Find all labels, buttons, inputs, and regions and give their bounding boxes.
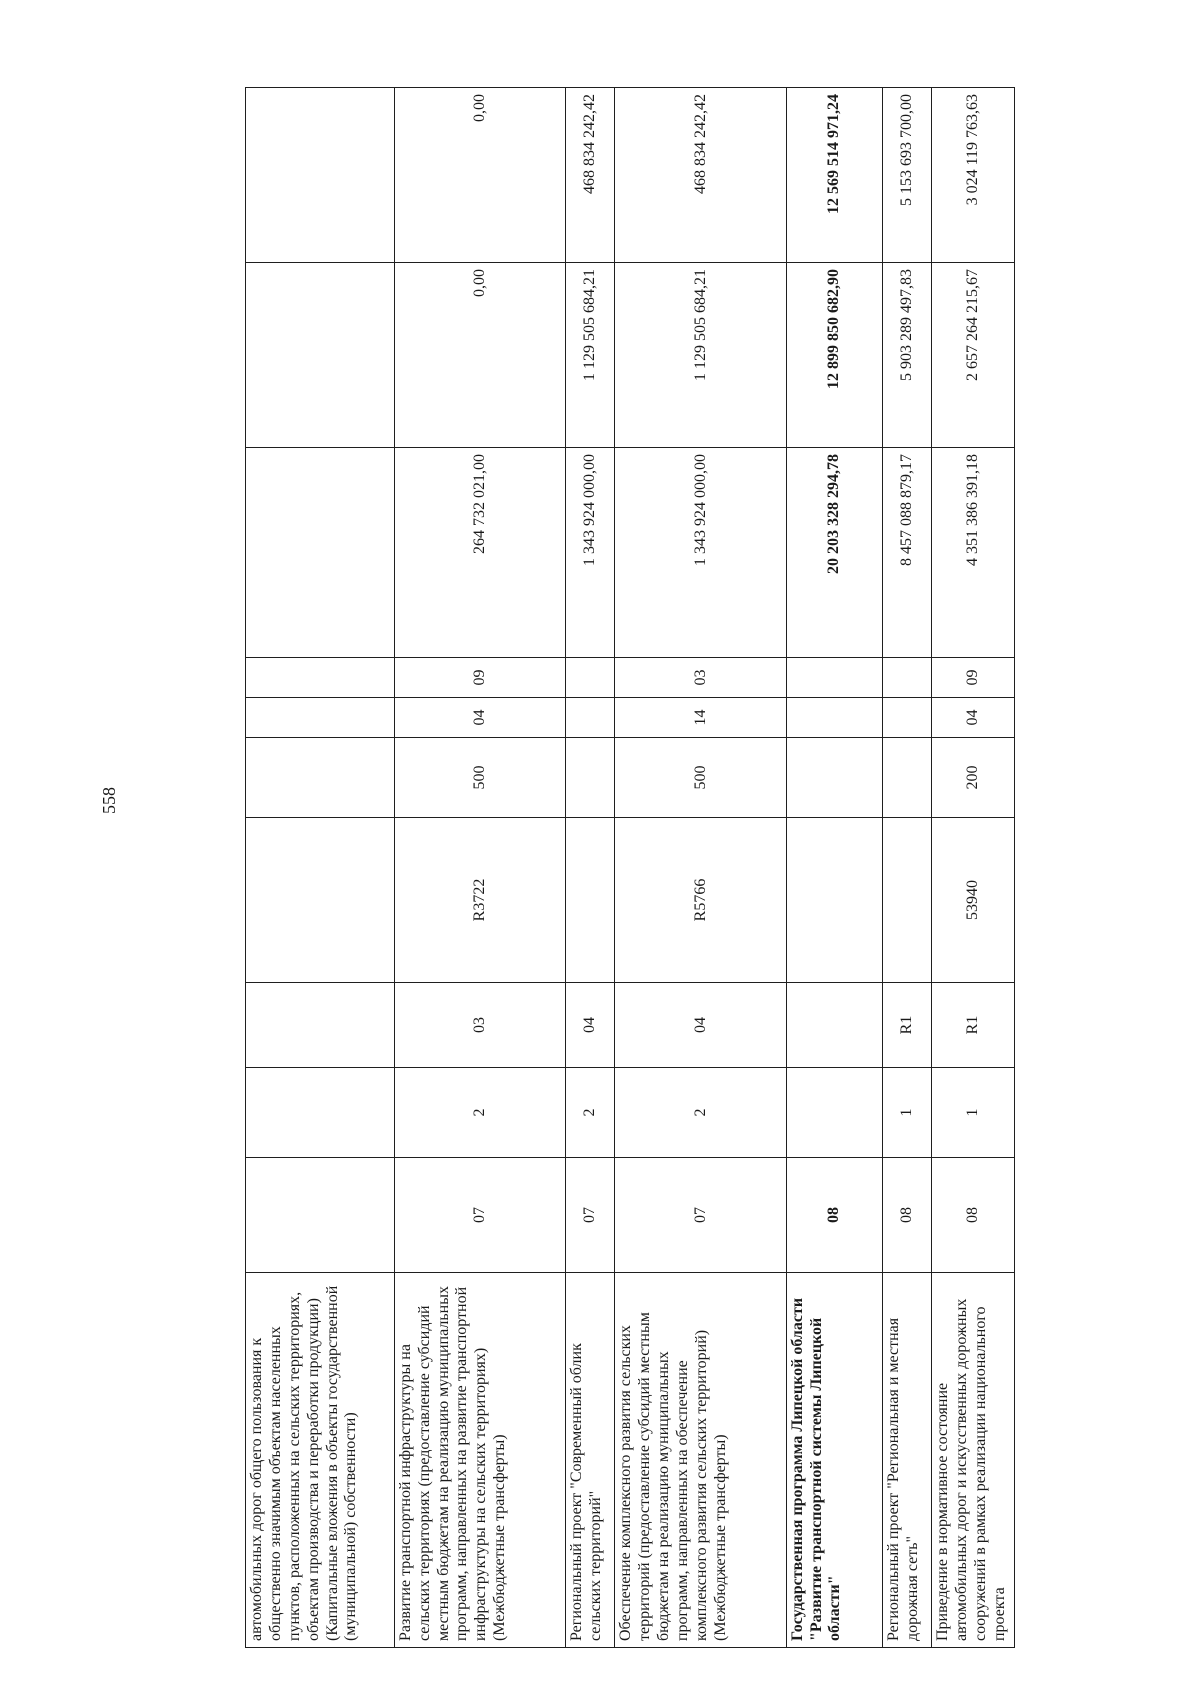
event-code: 04 bbox=[566, 983, 615, 1068]
subsection-code bbox=[246, 658, 395, 698]
table-row bbox=[394, 88, 565, 1648]
program-code: 08 bbox=[883, 1158, 932, 1273]
table-row bbox=[883, 88, 932, 1648]
amount-year2: 12 899 850 682,90 bbox=[786, 263, 882, 448]
expense-type bbox=[246, 738, 395, 818]
row-name: Государственная программа Липецкой области "Развитие транспортной системы Липецкой области" bbox=[786, 1273, 882, 1648]
row-name: Обеспечение комплексного развития сельских территорий (предоставление субсидий местным бюджетам на реализацию муниципальных программ, направленных на обеспечение комплексного развития сельских территорий) (Межбюджетные трансферты) bbox=[615, 1273, 786, 1648]
subprogram-code bbox=[786, 1068, 882, 1158]
direction-code bbox=[786, 818, 882, 983]
subprogram-code: 1 bbox=[883, 1068, 932, 1158]
expense-type: 200 bbox=[932, 738, 1015, 818]
section-code: 04 bbox=[394, 698, 565, 738]
event-code: 03 bbox=[394, 983, 565, 1068]
section-code bbox=[566, 698, 615, 738]
table-row bbox=[786, 88, 882, 1648]
section-code bbox=[786, 698, 882, 738]
amount-year3: 12 569 514 971,24 bbox=[786, 88, 882, 263]
budget-table bbox=[245, 87, 1015, 1648]
direction-code bbox=[566, 818, 615, 983]
expense-type: 500 bbox=[394, 738, 565, 818]
amount-year2: 1 129 505 684,21 bbox=[566, 263, 615, 448]
event-code bbox=[786, 983, 882, 1068]
section-code: 14 bbox=[615, 698, 786, 738]
subsection-code bbox=[566, 658, 615, 698]
amount-year3: 468 834 242,42 bbox=[615, 88, 786, 263]
page-number: 558 bbox=[99, 787, 119, 814]
table-row bbox=[615, 88, 786, 1648]
event-code: R1 bbox=[932, 983, 1015, 1068]
amount-year2: 1 129 505 684,21 bbox=[615, 263, 786, 448]
subprogram-code: 1 bbox=[932, 1068, 1015, 1158]
event-code: R1 bbox=[883, 983, 932, 1068]
row-name: автомобильных дорог общего пользования к общественно значимым объектам населенных пунктов, расположенных на сельских территориях, объектам производства и переработки продукции) (Капитальные вложения в объекты государственной (муниципальной) собственности) bbox=[246, 1273, 395, 1648]
table-row bbox=[566, 88, 615, 1648]
section-code: 04 bbox=[932, 698, 1015, 738]
event-code: 04 bbox=[615, 983, 786, 1068]
subsection-code bbox=[786, 658, 882, 698]
section-code bbox=[883, 698, 932, 738]
amount-year1: 1 343 924 000,00 bbox=[615, 448, 786, 658]
subprogram-code bbox=[246, 1068, 395, 1158]
amount-year3: 3 024 119 763,63 bbox=[932, 88, 1015, 263]
expense-type bbox=[786, 738, 882, 818]
program-code: 07 bbox=[615, 1158, 786, 1273]
table-row bbox=[932, 88, 1015, 1648]
direction-code: R5766 bbox=[615, 818, 786, 983]
section-code bbox=[246, 698, 395, 738]
direction-code: 53940 bbox=[932, 818, 1015, 983]
amount-year2 bbox=[246, 263, 395, 448]
subsection-code: 09 bbox=[932, 658, 1015, 698]
amount-year3: 468 834 242,42 bbox=[566, 88, 615, 263]
expense-type: 500 bbox=[615, 738, 786, 818]
amount-year3 bbox=[246, 88, 395, 263]
subsection-code bbox=[883, 658, 932, 698]
amount-year3: 0,00 bbox=[394, 88, 565, 263]
program-code: 07 bbox=[566, 1158, 615, 1273]
subsection-code: 03 bbox=[615, 658, 786, 698]
row-name: Региональный проект "Современный облик сельских территорий" bbox=[566, 1273, 615, 1648]
program-code bbox=[246, 1158, 395, 1273]
row-name: Приведение в нормативное состояние автомобильных дорог и искусственных дорожных сооружений в рамках реализации национального проекта bbox=[932, 1273, 1015, 1648]
amount-year1: 4 351 386 391,18 bbox=[932, 448, 1015, 658]
row-name: Региональный проект "Региональная и местная дорожная сеть" bbox=[883, 1273, 932, 1648]
budget-table-container bbox=[245, 88, 1015, 1648]
amount-year2: 2 657 264 215,67 bbox=[932, 263, 1015, 448]
amount-year1: 20 203 328 294,78 bbox=[786, 448, 882, 658]
amount-year1: 1 343 924 000,00 bbox=[566, 448, 615, 658]
direction-code: R3722 bbox=[394, 818, 565, 983]
expense-type bbox=[883, 738, 932, 818]
table-row bbox=[246, 88, 395, 1648]
direction-code bbox=[883, 818, 932, 983]
program-code: 08 bbox=[932, 1158, 1015, 1273]
direction-code bbox=[246, 818, 395, 983]
subprogram-code: 2 bbox=[566, 1068, 615, 1158]
program-code: 07 bbox=[394, 1158, 565, 1273]
subprogram-code: 2 bbox=[394, 1068, 565, 1158]
subprogram-code: 2 bbox=[615, 1068, 786, 1158]
subsection-code: 09 bbox=[394, 658, 565, 698]
amount-year1: 8 457 088 879,17 bbox=[883, 448, 932, 658]
expense-type bbox=[566, 738, 615, 818]
amount-year2: 0,00 bbox=[394, 263, 565, 448]
program-code: 08 bbox=[786, 1158, 882, 1273]
event-code bbox=[246, 983, 395, 1068]
amount-year1 bbox=[246, 448, 395, 658]
amount-year1: 264 732 021,00 bbox=[394, 448, 565, 658]
amount-year2: 5 903 289 497,83 bbox=[883, 263, 932, 448]
row-name: Развитие транспортной инфраструктуры на сельских территориях (предоставление субсидий местным бюджетам на реализацию муниципальных программ, направленных на развитие транспортной инфраструктуры на сельских территориях) (Межбюджетные трансферты) bbox=[394, 1273, 565, 1648]
amount-year3: 5 153 693 700,00 bbox=[883, 88, 932, 263]
